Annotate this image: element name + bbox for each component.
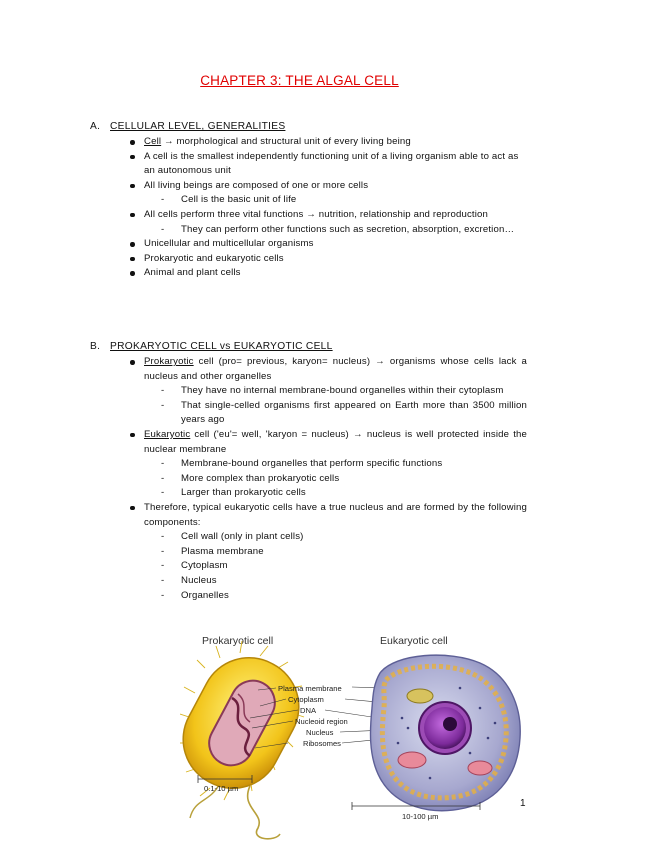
list-item: Cell → morphological and structural unit of every living being bbox=[127, 135, 527, 150]
list-item: Animal and plant cells bbox=[127, 266, 527, 281]
section-b-title: PROKARYOTIC CELL vs EUKARYOTIC CELL bbox=[110, 341, 333, 352]
label-cytoplasm: Cytoplasm bbox=[288, 695, 324, 704]
sub-item: - Organelles bbox=[144, 589, 527, 604]
page-number: 1 bbox=[520, 798, 526, 809]
label-nucleus: Nucleus bbox=[306, 728, 334, 737]
section-a-list bbox=[127, 135, 527, 281]
flagellum bbox=[248, 786, 280, 839]
sub-item: - Cell is the basic unit of life bbox=[144, 193, 527, 208]
sub-item: - Plasma membrane bbox=[144, 545, 527, 560]
sub-item: - More complex than prokaryotic cells bbox=[144, 472, 527, 487]
section-b-letter: B. bbox=[90, 341, 101, 352]
eukaryote-scale: 10-100 µm bbox=[402, 812, 439, 821]
list-item: Unicellular and multicellular organisms bbox=[127, 237, 527, 252]
prokaryote-title: Prokaryotic cell bbox=[202, 635, 274, 647]
sub-item: - Membrane-bound organelles that perform specific functions bbox=[144, 457, 527, 472]
sub-item: - Cytoplasm bbox=[144, 559, 527, 574]
label-dna: DNA bbox=[300, 706, 317, 715]
sub-item: - Larger than prokaryotic cells bbox=[144, 486, 527, 501]
section-b-list bbox=[127, 355, 527, 603]
sub-item: - That single-celled organisms first appeared on Earth more than 3500 million years ago bbox=[144, 399, 527, 428]
label-ribosomes: Ribosomes bbox=[303, 739, 341, 748]
list-item: All cells perform three vital functions → nutrition, relationship and reproduction - They can perform other functions such as secretion, absorption, excretion… bbox=[127, 208, 527, 237]
eukaryote-title: Eukaryotic cell bbox=[380, 635, 448, 647]
list-item: Prokaryotic and eukaryotic cells bbox=[127, 252, 527, 267]
sub-item: - They have no internal membrane-bound organelles within their cytoplasm bbox=[144, 384, 527, 399]
label-nucleoid-region: Nucleoid region bbox=[295, 717, 348, 726]
section-a-letter: A. bbox=[90, 121, 101, 132]
section-a-title: CELLULAR LEVEL, GENERALITIES bbox=[110, 121, 286, 132]
list-item: Prokaryotic cell (pro= previous, karyon= nucleus) → organisms whose cells lack a nucleus and other organelles - They have no internal membrane-bound organelles within their cytoplasm - That single-celled organisms first appeared on Earth more than 3500 million years ago bbox=[127, 355, 527, 428]
section-a-heading bbox=[90, 121, 285, 132]
prokaryote-scale: 0.1-10 µm bbox=[204, 784, 239, 793]
sub-item: - Nucleus bbox=[144, 574, 527, 589]
list-item: A cell is the smallest independently functioning unit of a living organism able to act as an autonomous unit bbox=[127, 150, 527, 179]
sub-item: - They can perform other functions such as secretion, absorption, excretion… bbox=[144, 223, 527, 238]
eukaryotic-cell bbox=[370, 655, 520, 811]
section-b-heading bbox=[90, 341, 333, 352]
list-item: Therefore, typical eukaryotic cells have a true nucleus and are formed by the following components: - Cell wall (only in plant cells) - Plasma membrane - Cytoplasm - Nucleus - Organelles bbox=[127, 501, 527, 603]
list-item: Eukaryotic cell ('eu'= well, 'karyon = nucleus) → nucleus is well protected inside the nuclear membrane - Membrane-bound organelles that perform specific functions - More complex than prokaryotic cells - Larger than prokaryotic cells bbox=[127, 428, 527, 501]
label-plasma-membrane: Plasma membrane bbox=[278, 684, 342, 693]
list-item: All living beings are composed of one or more cells - Cell is the basic unit of life bbox=[127, 179, 527, 208]
cell-comparison-figure bbox=[180, 628, 540, 844]
sub-item: - Cell wall (only in plant cells) bbox=[144, 530, 527, 545]
page-title: CHAPTER 3: THE ALGAL CELL bbox=[200, 73, 399, 88]
